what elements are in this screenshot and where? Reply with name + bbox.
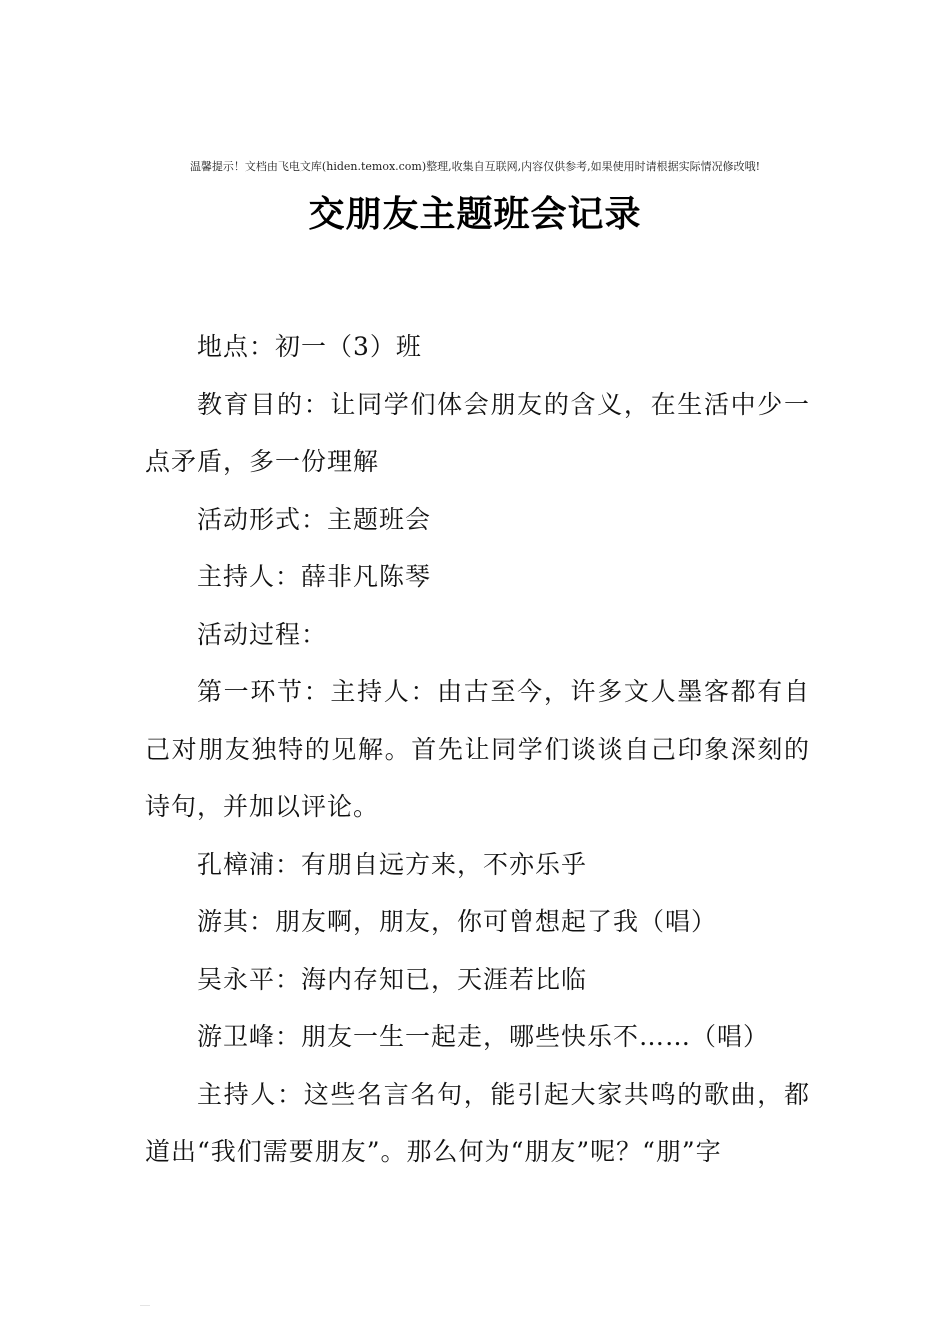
paragraph-speaker: 孔樟浦：有朋自远方来，不亦乐乎 [197, 849, 588, 879]
paragraph-location: 地点：初一（3）班 [197, 332, 422, 361]
page-corner-mark [140, 1305, 150, 1306]
header-notice: 温馨提示！文档由飞电文库(hiden.temox.com)整理,收集自互联网,内容仅供参考,如果使用时请根据实际情况修改哦! [189, 160, 761, 173]
document-body [145, 318, 810, 1181]
paragraph-purpose: 教育目的：让同学们体会朋友的含义，在生活中少一点矛盾，多一份理解 [145, 389, 810, 476]
paragraph-speaker: 吴永平：海内存知已，天涯若比临 [197, 964, 588, 994]
document-title: 交朋友主题班会记录 [308, 193, 642, 235]
paragraph-speaker: 游其：朋友啊，朋友，你可曾想起了我（唱） [197, 907, 718, 936]
paragraph-speaker: 游卫峰：朋友一生一起走，哪些快乐不……（唱） [197, 1022, 770, 1051]
paragraph-hosts: 主持人：薛非凡陈琴 [197, 562, 432, 591]
paragraph-host-remark: 主持人：这些名言名句，能引起大家共鸣的歌曲，都道出“我们需要朋友”。那么何为“朋友”呢？“朋”字 [145, 1079, 810, 1166]
paragraph-process-heading: 活动过程： [197, 619, 328, 649]
paragraph-first-section: 第一环节：主持人：由古至今，许多文人墨客都有自己对朋友独特的见解。首先让同学们谈谈自己印象深刻的诗句，并加以评论。 [145, 677, 810, 821]
paragraph-format: 活动形式：主题班会 [197, 504, 432, 534]
